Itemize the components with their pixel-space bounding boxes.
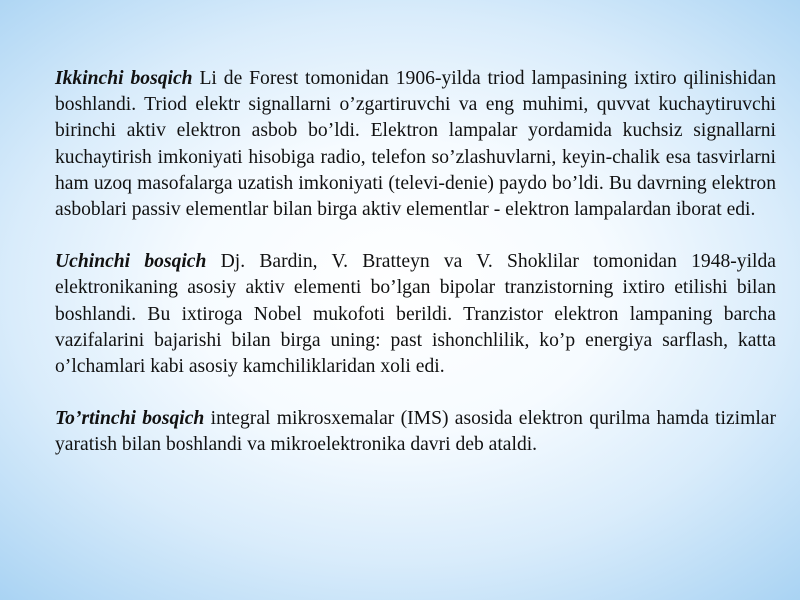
slide-content	[55, 66, 776, 459]
paragraph-third-stage	[55, 249, 776, 380]
paragraph-text: Dj. Bardin, V. Bratteyn va V. Shoklilar tomonidan 1948-yilda elektronikaning asosiy aktiv elementi bo’lgan bipolar tranzistorning ixtiro etilishi bilan boshlandi. Bu ixtiroga Nobel mukofoti berildi. Tranzistor elektron lampaning barcha vazifalarini bajarishi bilan birga uning: past ishonchlilik, ko’p energiya sarflash, katta o’lchamlari kabi asosiy kamchiliklaridan xoli edi.	[55, 251, 776, 378]
paragraph-lead: To’rtinchi bosqich	[55, 408, 205, 430]
paragraph-lead: Ikkinchi bosqich	[55, 68, 193, 89]
paragraph-lead: Uchinchi bosqich	[55, 251, 207, 273]
paragraph-fourth-stage	[55, 406, 776, 458]
paragraph-text: integral mikrosxemalar (IMS) asosida elektron qurilma hamda tizimlar yaratish bilan boshlandi va mikroelektronika davri deb ataldi.	[55, 408, 777, 456]
paragraph-second-stage	[55, 66, 776, 223]
paragraph-text: Li de Forest tomonidan 1906-yilda triod lampasining ixtiro qilinishidan boshlandi. Triod elektr signallarni o’zgartiruvchi va eng muhimi, quvvat kuchaytiruvchi birinchi aktiv elektron asbob bo’ldi. Elektron lampalar yordamida kuchsiz signallarni kuchaytirish imkoniyati hisobiga radio, telefon so’zlashuvlarni, keyin-chalik esa tasvirlarni ham uzoq masofalarga uzatish imkoniyati (televi-denie) paydo bo’ldi. Bu davrning elektron asboblari passiv elementlar bilan birga aktiv elementlar - elektron lampalardan iborat edi.	[55, 68, 776, 221]
